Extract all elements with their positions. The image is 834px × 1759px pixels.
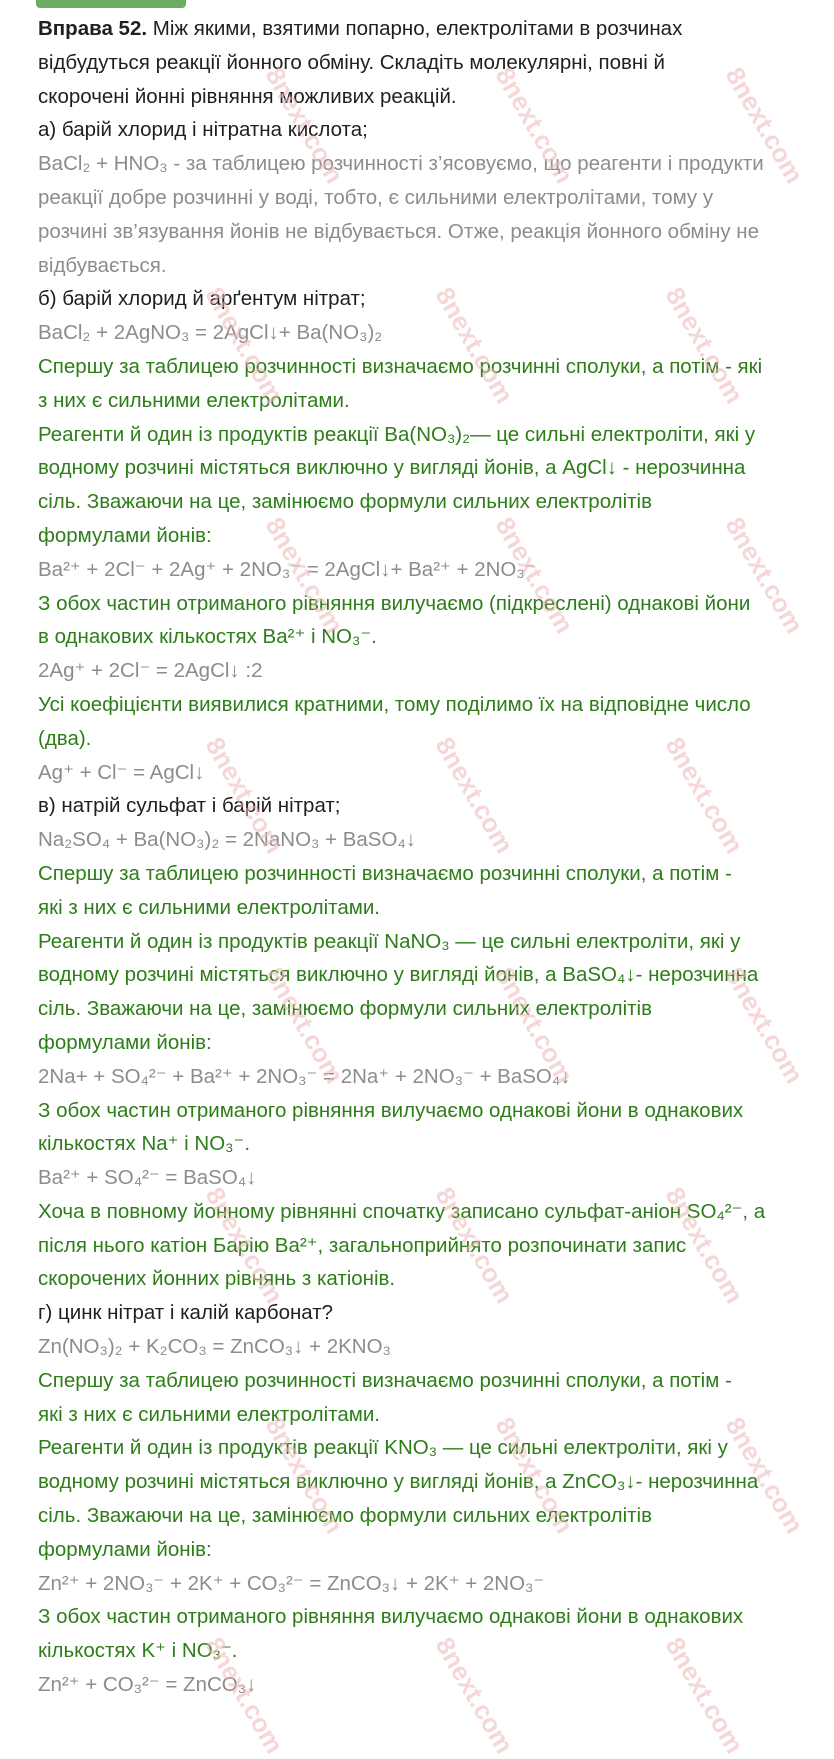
text-line: сіль. Зважаючи на це, замінюємо формули сильних електролітів xyxy=(38,490,652,514)
text-line: (два). xyxy=(38,726,92,750)
watermark-text: 8next.com xyxy=(719,62,810,189)
text-line: відбувається. xyxy=(38,253,167,277)
text-line: г) цинк нітрат і калій карбонат? xyxy=(38,1301,334,1325)
watermark-text: 8next.com xyxy=(489,62,580,189)
text-line: 2Ag⁺ + 2Cl⁻ = 2AgCl↓ :2 xyxy=(38,659,263,683)
watermark-text: 8next.com xyxy=(489,962,580,1089)
text-line: які з них є сильними електролітами. xyxy=(38,1402,380,1426)
text-line: після нього катіон Барію Ba²⁺, загальноприйнято розпочинати запис xyxy=(38,1233,687,1257)
text-line: Усі коефіцієнти виявилися кратними, тому поділимо їх на відповідне число xyxy=(38,692,751,716)
watermark-text: 8next.com xyxy=(719,512,810,639)
section-header-bar xyxy=(36,0,186,8)
watermark-text: 8next.com xyxy=(199,282,290,409)
exercise-text: Між якими, взятими попарно, електролітами в розчинах xyxy=(147,17,683,40)
text-line: водному розчині містяться виключно у вигляді йонів, а BaSO₄↓- нерозчинна xyxy=(38,963,759,987)
exercise-heading xyxy=(38,12,834,46)
exercise-content xyxy=(38,12,834,1702)
text-line: з них є сильними електролітами. xyxy=(38,388,350,412)
watermark-text: 8next.com xyxy=(429,732,520,859)
text-line: Zn²⁺ + CO₃²⁻ = ZnCO₃↓ xyxy=(38,1673,257,1697)
watermark-text: 8next.com xyxy=(659,732,750,859)
text-line: а) барій хлорид і нітратна кислота; xyxy=(38,118,368,142)
watermark-text: 8next.com xyxy=(199,1632,290,1759)
text-line: відбудуться реакції йонного обміну. Складіть молекулярні, повні й xyxy=(38,50,665,74)
text-line: Спершу за таблицею розчинності визначаємо розчинні сполуки, а потім - xyxy=(38,861,732,885)
watermark-text: 8next.com xyxy=(199,1182,290,1309)
text-line: які з них є сильними електролітами. xyxy=(38,895,380,919)
exercise-label: Вправа 52. xyxy=(38,17,148,40)
text-line: Реагенти й один із продуктів реакції Ba(NO₃)₂— це сильні електроліти, які у xyxy=(38,422,756,446)
watermark-text: 8next.com xyxy=(429,282,520,409)
text-line: Zn(NO₃)₂ + K₂CO₃ = ZnCO₃↓ + 2KNO₃ xyxy=(38,1335,391,1359)
text-lines xyxy=(38,46,834,1702)
text-line: Ba²⁺ + SO₄²⁻ = BaSO₄↓ xyxy=(38,1166,257,1190)
watermark-text: 8next.com xyxy=(719,1412,810,1539)
watermark-text: 8next.com xyxy=(429,1182,520,1309)
text-line: в однакових кількостях Ba²⁺ і NO₃⁻. xyxy=(38,625,377,649)
watermark-text: 8next.com xyxy=(259,1412,350,1539)
text-line: Реагенти й один із продуктів реакції KNO₃ — це сильні електроліти, які у xyxy=(38,1436,728,1460)
text-line: Спершу за таблицею розчинності визначаємо розчинні сполуки, а потім - xyxy=(38,1368,732,1392)
text-line: водному розчині містяться виключно у вигляді йонів, а ZnCO₃↓- нерозчинна xyxy=(38,1470,759,1494)
watermark-text: 8next.com xyxy=(429,1632,520,1759)
watermark-text: 8next.com xyxy=(719,962,810,1089)
text-line: формулами йонів: xyxy=(38,1030,212,1054)
text-line: Zn²⁺ + 2NO₃⁻ + 2K⁺ + CO₃²⁻ = ZnCO₃↓ + 2K⁺ + 2NO₃⁻ xyxy=(38,1571,545,1595)
watermark-text: 8next.com xyxy=(199,732,290,859)
watermark-text: 8next.com xyxy=(259,62,350,189)
text-line: формулами йонів: xyxy=(38,523,212,547)
text-line: З обох частин отриманого рівняння вилучаємо однакові йони в однакових xyxy=(38,1098,744,1122)
watermark-text: 8next.com xyxy=(489,1412,580,1539)
text-line: 2Na+ + SO₄²⁻ + Ba²⁺ + 2NO₃⁻ = 2Na⁺ + 2NO₃⁻ + BaSO₄↓ xyxy=(38,1064,571,1088)
text-line: кількостях K⁺ і NO₃⁻. xyxy=(38,1639,238,1663)
text-line: реакції добре розчинні у воді, тобто, є сильними електролітами, тому у xyxy=(38,185,714,209)
text-line: BaCl₂ + 2AgNO₃ = 2AgCl↓+ Ba(NO₃)₂ xyxy=(38,321,383,345)
text-line: З обох частин отриманого рівняння вилучаємо (підкреслені) однакові йони xyxy=(38,591,751,615)
watermark-text: 8next.com xyxy=(489,512,580,639)
watermark-text: 8next.com xyxy=(259,962,350,1089)
text-line: кількостях Na⁺ і NO₃⁻. xyxy=(38,1132,251,1156)
text-line: скорочені йонні рівняння можливих реакцій. xyxy=(38,84,457,108)
watermark-text: 8next.com xyxy=(659,1182,750,1309)
text-line: Реагенти й один із продуктів реакції NaNO₃ — це сильні електроліти, які у xyxy=(38,929,741,953)
text-line: скорочених йонних рівнянь з катіонів. xyxy=(38,1267,396,1291)
text-line: водному розчині містяться виключно у вигляді йонів, а AgCl↓ - нерозчинна xyxy=(38,456,746,480)
text-line: б) барій хлорид й арґентум нітрат; xyxy=(38,287,366,311)
text-line: Ba²⁺ + 2Cl⁻ + 2Ag⁺ + 2NO₃⁻ = 2AgCl↓+ Ba²⁺ + 2NO₃⁻ xyxy=(38,557,536,581)
text-line: сіль. Зважаючи на це, замінюємо формули сильних електролітів xyxy=(38,1504,652,1528)
watermark-text: 8next.com xyxy=(659,1632,750,1759)
text-line: сіль. Зважаючи на це, замінюємо формули сильних електролітів xyxy=(38,997,652,1021)
text-line: Хоча в повному йонному рівнянні спочатку записано сульфат-аніон SO₄²⁻, а xyxy=(38,1199,766,1223)
text-line: Na₂SO₄ + Ba(NO₃)₂ = 2NaNO₃ + BaSO₄↓ xyxy=(38,828,417,852)
text-line: З обох частин отриманого рівняння вилучаємо однакові йони в однакових xyxy=(38,1605,744,1629)
watermark-text: 8next.com xyxy=(259,512,350,639)
text-line: Спершу за таблицею розчинності визначаємо розчинні сполуки, а потім - які xyxy=(38,354,763,378)
text-line: в) натрій сульфат і барій нітрат; xyxy=(38,794,341,818)
text-line: розчині зв’язування йонів не відбувається. Отже, реакція йонного обміну не xyxy=(38,219,760,243)
text-line: формулами йонів: xyxy=(38,1537,212,1561)
text-line: BaCl₂ + HNO₃ - за таблицею розчинності з’ясовуємо, що реагенти і продукти xyxy=(38,152,764,176)
watermark-text: 8next.com xyxy=(659,282,750,409)
text-line: Ag⁺ + Cl⁻ = AgCl↓ xyxy=(38,760,205,784)
